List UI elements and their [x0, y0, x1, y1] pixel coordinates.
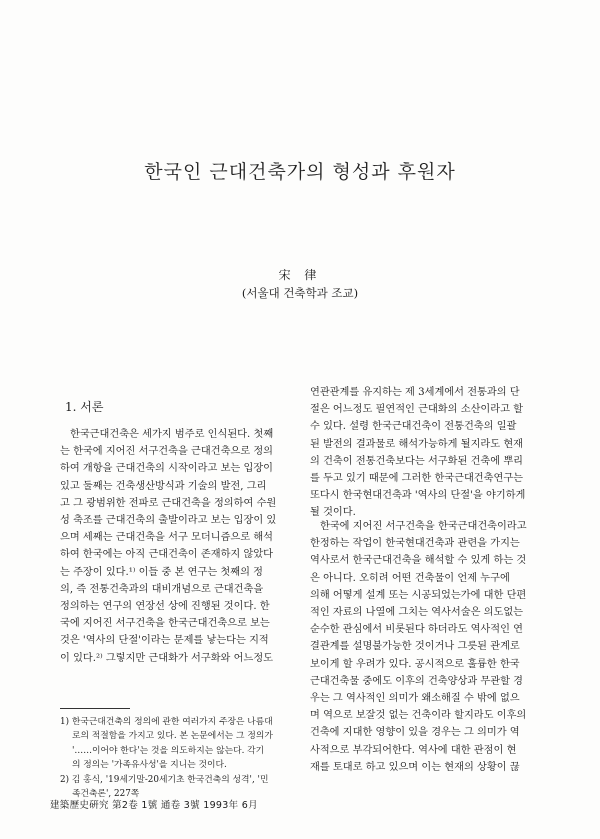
- author-name: 宋 律: [278, 268, 322, 282]
- text-line: 국에 지어진 서구건축을 한국근대건축으로 보는: [60, 618, 270, 630]
- text-line: 고 그 광범위한 전파로 근대건축을 정의하여 수원: [60, 497, 277, 509]
- text-line: 될 것이다.: [310, 507, 356, 519]
- text-line: 재를 토대로 하고 있으며 이는 현재의 상황이 끊: [310, 761, 520, 773]
- footnote-line: 2) 김 홍식, '19세기말-20세기초 한국건축의 성격', '민: [60, 774, 269, 785]
- text-line: 근대건축물 중에도 이후의 건축양상과 무관할 경: [310, 675, 524, 687]
- footnote-divider: [60, 708, 130, 709]
- text-line: 며 역으로 보잘것 없는 건축이라 할지라도 이후의: [310, 710, 527, 722]
- text-line: 연관관계를 유지하는 제 3세계에서 전통과의 단: [310, 387, 520, 398]
- footnote-line: 로의 적절함을 가지고 있다. 본 논문에서는 그 정의가: [72, 731, 273, 742]
- text-line: 있고 둘째는 건축생산방식과 기술의 발전, 그리: [60, 480, 267, 492]
- text-line: 정의하는 연구의 연장선 상에 진행된 것이다. 한: [60, 601, 270, 613]
- text-line: 는 한국에 지어진 서구건축을 근대건축으로 정의: [60, 446, 274, 458]
- text-line: 성 축조를 근대건축의 출발이라고 보는 입장이 있: [60, 515, 277, 527]
- text-line: 한국근대건축은 세가지 범주로 인식된다. 첫째: [70, 429, 274, 440]
- text-line: 의해 어떻게 설계 또는 시공되었는가에 대한 단편: [310, 589, 527, 601]
- section-heading-intro: 1. 서론: [65, 400, 104, 414]
- footnote-line: '……이어야 한다'는 것을 의도하지는 않는다. 각기: [72, 745, 265, 756]
- right-column-paragraph-2: [310, 518, 550, 776]
- text-line: 역사로서 한국근대건축을 해석할 수 있게 하는 것: [310, 555, 527, 567]
- text-line: 이 있다.²⁾ 그렇지만 근대화가 서구화와 어느정도: [60, 652, 273, 664]
- text-line: 보이게 할 우려가 있다. 공시적으로 훌륭한 한국: [310, 658, 520, 670]
- text-line: 적인 자료의 나열에 그치는 역사서술은 의도없는: [310, 607, 524, 619]
- text-line: 된 발전의 결과물로 해석가능하게 될지라도 현재: [310, 438, 524, 450]
- paper-title: 한국인 근대건축가의 형성과 후원자: [144, 161, 456, 183]
- text-line: 하여 개항을 근대건축의 시작이라고 보는 입장이: [60, 463, 274, 475]
- author-affiliation: (서울대 건축학과 조교): [241, 286, 359, 300]
- footnote-line: 의 정의는 '가족유사성'을 지니는 것이다.: [72, 760, 227, 771]
- text-line: 순수한 관심에서 비롯된다 하더라도 역사적인 연: [310, 624, 524, 636]
- text-line: 수 있다. 설령 한국근대건축이 전통건축의 일괄: [310, 421, 517, 433]
- text-line: 한정하는 작업이 한국현대건축과 관련을 가지는: [310, 538, 520, 550]
- text-line: 하여 한국에는 아직 근대건축이 존재하지 않았다: [60, 549, 274, 561]
- right-column-paragraph-1: [310, 384, 550, 522]
- footnote-line: 족건축론', 227쪽: [72, 789, 140, 800]
- text-line: 를 두고 있기 때문에 그러한 한국근대건축연구는: [310, 473, 524, 485]
- text-line: 결관계를 설명불가능한 것이거나 그릇된 관계로: [310, 641, 520, 653]
- footnote-line: 1) 한국근대건축의 정의에 관한 여러가지 주장은 나름대: [60, 717, 273, 727]
- text-line: 의, 즉 전통건축과의 대비개념으로 근대건축을: [60, 583, 264, 595]
- text-line: 한국에 지어진 서구건축을 한국근대건축이라고: [320, 521, 527, 532]
- text-line: 으며 세째는 근대건축을 서구 모더니즘으로 해석: [60, 532, 274, 544]
- text-line: 절은 어느정도 필연적인 근대화의 소산이라고 할: [310, 404, 524, 416]
- text-line: 건축에 지대한 영향이 있을 경우는 그 의미가 역: [310, 727, 520, 739]
- text-line: 것은 '역사의 단절'이라는 문제를 낳는다는 지적: [60, 635, 269, 647]
- left-column-body: [60, 426, 302, 667]
- text-line: 또다시 한국현대건축과 '역사의 단절'을 야기하게: [310, 490, 526, 502]
- text-line: 는 주장이 있다.¹⁾ 이들 중 본 연구는 첫째의 정: [60, 566, 264, 578]
- text-line: 우는 그 역사적인 의미가 왜소해질 수 밖에 없으: [310, 693, 520, 705]
- text-line: 은 아니다. 오히려 어떤 건축물이 언제 누구에: [310, 572, 510, 584]
- text-line: 사적으로 부각되어한다. 역사에 대한 관점이 현: [310, 744, 517, 756]
- footnotes: [60, 715, 302, 801]
- journal-footer: 建築歷史硏究 第2卷 1號 通卷 3號 1993年 6月: [50, 800, 258, 811]
- text-line: 의 건축이 전통건축보다는 서구화된 건축에 뿌리: [310, 455, 524, 467]
